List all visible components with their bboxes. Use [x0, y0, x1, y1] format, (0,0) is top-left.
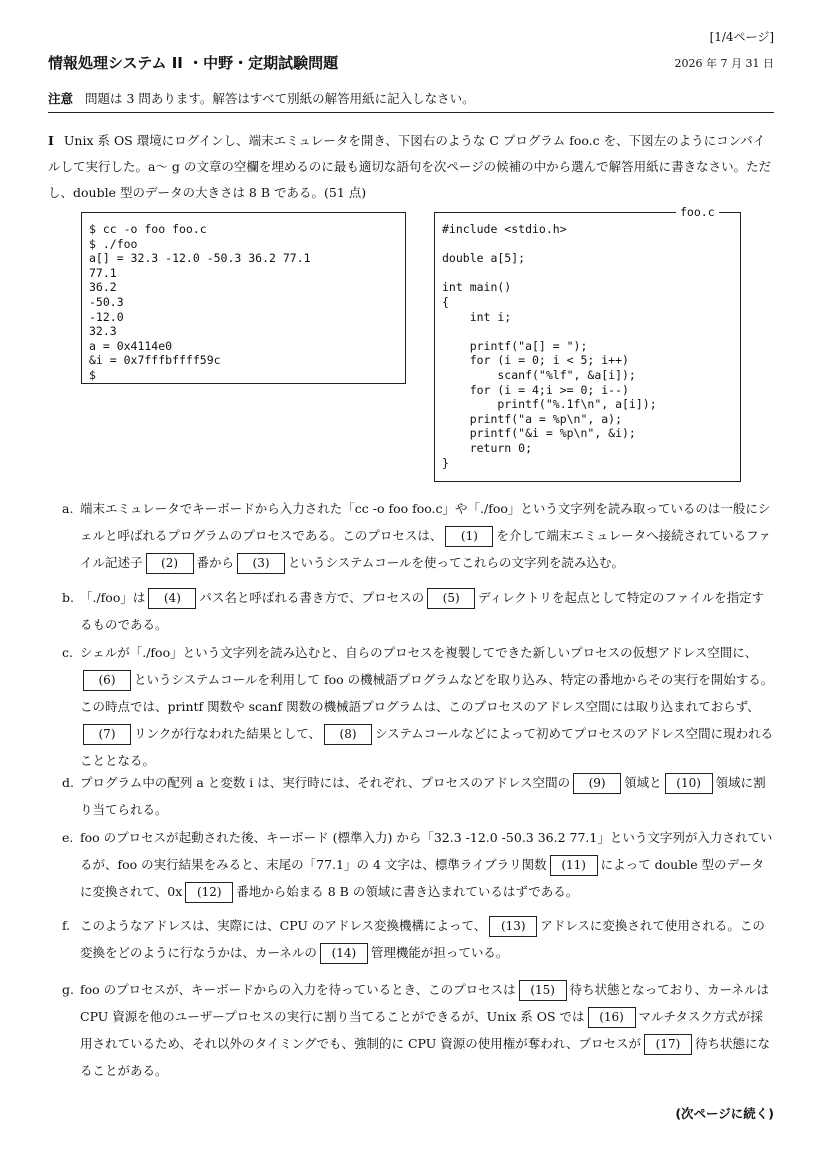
item-marker: a. — [62, 501, 74, 516]
item-text: foo のプロセスが起動された後、キーボード (標準入力) から「32.3 -12.0 -50.3 36.2 77.1」という文字列が入力されているが、foo の実行結果をみると、末尾の「77.1」の 4 文字は、標準ライブラリ関数 (11) によって double 型のデータに変換されて、0x (12) 番地から始まる 8 B の領域に書き込まれているはずである。 — [80, 824, 774, 905]
item-text: プログラム中の配列 a と変数 i は、実行時には、それぞれ、プロセスのアドレス空間の (9) 領域と (10) 領域に割り当てられる。 — [80, 775, 766, 817]
blank-box: (14) — [320, 943, 368, 964]
source-filename-label: foo.c — [676, 205, 719, 219]
blank-box: (8) — [324, 724, 372, 745]
continue-note: (次ページに続く) — [675, 1106, 774, 1121]
item-f — [62, 912, 774, 966]
item-marker: c. — [62, 645, 73, 660]
question-intro — [48, 128, 774, 206]
notice-label: 注意 — [48, 91, 74, 106]
item-text: foo のプロセスが、キーボードからの入力を待っているとき、このプロセスは (15) 待ち状態となっており、カーネルは CPU 資源を他のユーザープロセスの実行に割り当てることができるが、Unix 系 OS では (16) マルチタスク方式が採用されているため、それ以外のタイミングでも、強制的に CPU 資源の使用権が奪われ、プロセスが (17) 待ち状態になることがある。 — [80, 982, 771, 1078]
blank-box: (17) — [644, 1034, 692, 1055]
blank-box: (12) — [185, 882, 233, 903]
item-text: 「./foo」は (4) パス名と呼ばれる書き方で、プロセスの (5) ディレクトリを起点として特定のファイルを指定するものである。 — [80, 590, 765, 632]
blank-box: (1) — [445, 526, 493, 547]
item-b — [62, 584, 774, 638]
item-d — [62, 769, 774, 823]
question-number: I — [48, 133, 54, 148]
item-marker: g. — [62, 982, 74, 997]
blank-box: (13) — [489, 916, 537, 937]
item-e — [62, 824, 774, 905]
exam-date: 2026 年 7 月 31 日 — [674, 57, 774, 70]
item-text: 端末エミュレータでキーボードから入力された「cc -o foo foo.c」や「./foo」という文字列を読み取っているのは一般にシェルと呼ばれるプログラムのプロセスである。このプロセスは、 (1) を介して端末エミュレータへ接続されているファイル記述子 (2) 番から (3) というシステムコールを使ってこれらの文字列を読み込む。 — [80, 495, 774, 576]
blank-box: (6) — [83, 670, 131, 691]
item-text: このようなアドレスは、実際には、CPU のアドレス変換機構によって、 (13) アドレスに変換されて使用される。この変換をどのように行なうかは、カーネルの (14) 管理機能が担っている。 — [80, 912, 774, 966]
page-number: [1/4ページ] — [709, 30, 774, 44]
blank-box: (7) — [83, 724, 131, 745]
item-c — [62, 639, 774, 774]
item-marker: d. — [62, 775, 74, 790]
blank-box: (16) — [588, 1007, 636, 1028]
item-g — [62, 976, 774, 1084]
header-rule — [48, 112, 774, 113]
blank-box: (3) — [237, 553, 285, 574]
item-marker: e. — [62, 830, 74, 845]
question-text: Unix 系 OS 環境にログインし、端末エミュレータを開き、下図右のような C プログラム foo.c を、下図左のようにコンパイルして実行した。a～ g の文章の空欄を埋めるのに最も適切な語句を次ページの候補の中から選んで解答用紙に書きなさい。ただし、double 型のデータの大きさは 8 B である。(51 点) — [48, 133, 772, 200]
terminal-output-box: $ cc -o foo foo.c $ ./foo a[] = 32.3 -12.0 -50.3 36.2 77.1 77.1 36.2 -50.3 -12.0 32.3 a = 0x4114e0 &i = 0x7fffbffff59c $ — [81, 212, 406, 384]
item-marker: b. — [62, 590, 74, 605]
blank-box: (2) — [146, 553, 194, 574]
blank-box: (9) — [573, 773, 621, 794]
blank-box: (5) — [427, 588, 475, 609]
item-marker: f. — [62, 918, 71, 933]
notice — [48, 89, 475, 107]
blank-box: (15) — [519, 980, 567, 1001]
item-text: シェルが「./foo」という文字列を読み込むと、自らのプロセスを複製してできた新しいプロセスの仮想アドレス空間に、(6) というシステムコールを利用して foo の機械語プログラムなどを取り込み、特定の番地からその実行を開始する。この時点では、printf 関数や scanf 関数の機械語プログラムは、このプロセスのアドレス空間には取り込まれておらず、(7) リンクが行なわれた結果として、 (8) システムコールなどによって初めてプロセスのアドレス空間に現われることとなる。 — [80, 645, 774, 768]
item-a — [62, 495, 774, 576]
blank-box: (11) — [550, 855, 598, 876]
exam-title: 情報処理システム II ・中野・定期試験問題 — [48, 54, 339, 72]
blank-box: (4) — [148, 588, 196, 609]
blank-box: (10) — [665, 773, 713, 794]
notice-text: 問題は 3 問あります。解答はすべて別紙の解答用紙に記入しなさい。 — [85, 91, 475, 106]
source-code-box: #include <stdio.h> double a[5]; int main() { int i; printf("a[] = "); for (i = 0; i < 5; i++) scanf("%lf", &a[i]); for (i = 4;i >= 0; i--) printf("%.1f\n", a[i]); printf("a = %p\n", a); printf("&i = %p\n", &i); return 0; } — [434, 212, 741, 482]
